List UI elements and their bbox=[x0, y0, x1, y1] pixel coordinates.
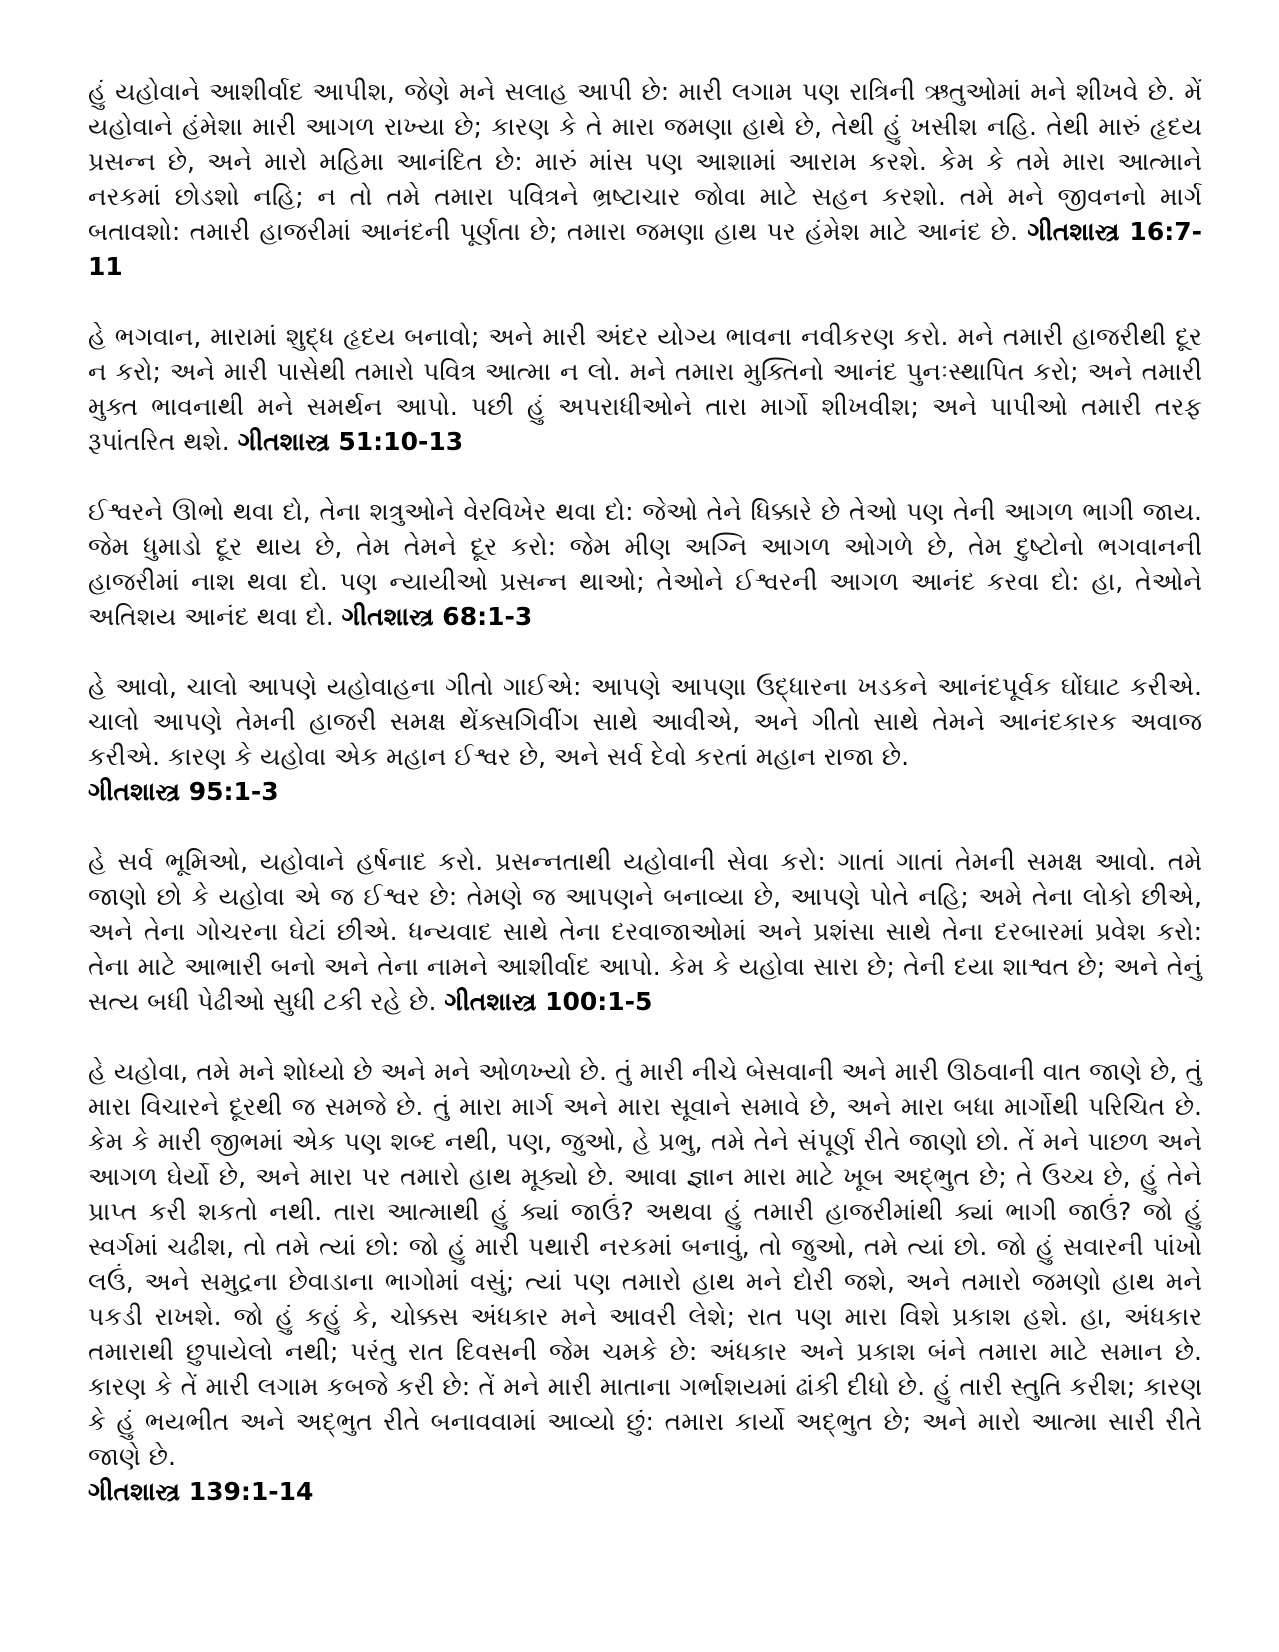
passage-psalm-68 bbox=[88, 494, 1202, 634]
passage-text: હે યહોવા, તમે મને શોધ્યો છે અને મને ઓળખ્યો છે. તું મારી નીચે બેસવાની અને મારી ઊઠવાની વાત જાણે છે, તું મારા વિચારને દૂરથી જ સમજે છે. તું મારા માર્ગ અને મારા સૂવાને સમાવે છે, અને મારા બધા માર્ગોથી પરિચિત છે. કેમ કે મારી જીભમાં એક પણ શબ્દ નથી, પણ, જુઓ, હે પ્રભુ, તમે તેને સંપૂર્ણ રીતે જાણો છો. તેં મને પાછળ અને આગળ ઘેર્યો છે, અને મારા પર તમારો હાથ મૂક્યો છે. આવા જ્ઞાન મારા માટે ખૂબ અદ્ભુત છે; તે ઉચ્ચ છે, હું તેને પ્રાપ્ત કરી શકતો નથી. તારા આત્માથી હું ક્યાં જાઉં? અથવા હું તમારી હાજરીમાંથી ક્યાં ભાગી જાઉં? જો હું સ્વર્ગમાં ચઢીશ, તો તમે ત્યાં છો: જો હું મારી પથારી નરકમાં બનાવું, તો જુઓ, તમે ત્યાં છો. જો હું સવારની પાંખો લઉં, અને સમુદ્રના છેવાડાના ભાગોમાં વસું; ત્યાં પણ તમારો હાથ મને દોરી જશે, અને તમારો જમણો હાથ મને પકડી રાખશે. જો હું કહું કે, ચોક્કસ અંધકાર મને આવરી લેશે; રાત પણ મારા વિશે પ્રકાશ હશે. હા, અંધકાર તમારાથી છુપાયેલો નથી; પરંતુ રાત દિવસની જેમ ચમકે છે: અંધકાર અને પ્રકાશ બંને તમારા માટે સમાન છે. કારણ કે તેં મારી લગામ કબજે કરી છે: તેં મને મારી માતાના ગર્ભાશયમાં ઢાંકી દીધો છે. હું તારી સ્તુતિ કરીશ; કારણ કે હું ભયભીત અને અદ્ભુત રીતે બનાવવામાં આવ્યો છું: તમારા કાર્યો અદ્ભુત છે; અને મારો આત્મા સારી રીતે જાણે છે. bbox=[88, 1057, 1202, 1471]
scripture-reference: ગીતશાસ્ત્ર 100:1-5 bbox=[444, 987, 653, 1016]
scripture-reference: ગીતશાસ્ત્ર 68:1-3 bbox=[341, 602, 533, 631]
passage-psalm-51 bbox=[88, 319, 1202, 459]
passage-psalm-95 bbox=[88, 669, 1202, 809]
scripture-reference: ગીતશાસ્ત્ર 51:10-13 bbox=[237, 427, 464, 456]
scripture-reference: ગીતશાસ્ત્ર 16:7-11 bbox=[88, 217, 1202, 281]
passage-text: ઈશ્વરને ઊભો થવા દો, તેના શત્રુઓને વેરવિખેર થવા દો: જેઓ તેને ધિક્કારે છે તેઓ પણ તેની આગળ ભાગી જાય. જેમ ધુમાડો દૂર થાય છે, તેમ તેમને દૂર કરો: જેમ મીણ અગ્નિ આગળ ઓગળે છે, તેમ દુષ્ટોનો ભગવાનની હાજરીમાં નાશ થવા દો. પણ ન્યાયીઓ પ્રસન્ન થાઓ; તેઓને ઈશ્વરની આગળ આનંદ કરવા દો: હા, તેઓને અતિશય આનંદ થવા દો. bbox=[88, 497, 1202, 631]
passage-psalm-100 bbox=[88, 844, 1202, 1019]
scripture-reference: ગીતશાસ્ત્ર 139:1-14 bbox=[88, 1477, 314, 1506]
passage-text: હે ભગવાન, મારામાં શુદ્ધ હૃદય બનાવો; અને મારી અંદર યોગ્ય ભાવના નવીકરણ કરો. મને તમારી હાજરીથી દૂર ન કરો; અને મારી પાસેથી તમારો પવિત્ર આત્મા ન લો. મને તમારા મુક્તિનો આનંદ પુનઃસ્થાપિત કરો; અને તમારી મુક્ત ભાવનાથી મને સમર્થન આપો. પછી હું અપરાધીઓને તારા માર્ગો શીખવીશ; અને પાપીઓ તમારી તરફ રૂપાંતરિત થશે. bbox=[88, 322, 1202, 456]
passage-text: હું યહોવાને આશીર્વાદ આપીશ, જેણે મને સલાહ આપી છે: મારી લગામ પણ રાત્રિની ઋતુઓમાં મને શીખવે છે. મેં યહોવાને હંમેશા મારી આગળ રાખ્યા છે; કારણ કે તે મારા જમણા હાથે છે, તેથી હું ખસીશ નહિ. તેથી મારું હૃદય પ્રસન્ન છે, અને મારો મહિમા આનંદિત છે: મારું માંસ પણ આશામાં આરામ કરશે. કેમ કે તમે મારા આત્માને નરકમાં છોડશો નહિ; ન તો તમે તમારા પવિત્રને ભ્રષ્ટાચાર જોવા માટે સહન કરશો. તમે મને જીવનનો માર્ગ બતાવશો: તમારી હાજરીમાં આનંદની પૂર્ણતા છે; તમારા જમણા હાથ પર હંમેશ માટે આનંદ છે. bbox=[88, 77, 1202, 246]
scripture-reference: ગીતશાસ્ત્ર 95:1-3 bbox=[88, 777, 279, 806]
passage-text: હે સર્વ ભૂમિઓ, યહોવાને હર્ષનાદ કરો. પ્રસન્નતાથી યહોવાની સેવા કરો: ગાતાં ગાતાં તેમની સમક્ષ આવો. તમે જાણો છો કે યહોવા એ જ ઈશ્વર છે: તેમણે જ આપણને બનાવ્યા છે, આપણે પોતે નહિ; અમે તેના લોકો છીએ, અને તેના ગોચરના ઘેટાં છીએ. ધન્યવાદ સાથે તેના દરવાજાઓમાં અને પ્રશંસા સાથે તેના દરબારમાં પ્રવેશ કરો: તેના માટે આભારી બનો અને તેના નામને આશીર્વાદ આપો. કેમ કે યહોવા સારા છે; તેની દયા શાશ્વત છે; અને તેનું સત્ય બધી પેઢીઓ સુધી ટકી રહે છે. bbox=[88, 847, 1202, 1016]
passage-psalm-139 bbox=[88, 1054, 1202, 1509]
document-page bbox=[88, 74, 1202, 1509]
passage-text: હે આવો, ચાલો આપણે યહોવાહના ગીતો ગાઈએ: આપણે આપણા ઉદ્ધારના ખડકને આનંદપૂર્વક ઘોંઘાટ કરીએ. ચાલો આપણે તેમની હાજરી સમક્ષ થેંક્સગિવીંગ સાથે આવીએ, અને ગીતો સાથે તેમને આનંદકારક અવાજ કરીએ. કારણ કે યહોવા એક મહાન ઈશ્વર છે, અને સર્વ દેવો કરતાં મહાન રાજા છે. bbox=[88, 672, 1202, 771]
passage-psalm-16 bbox=[88, 74, 1202, 284]
